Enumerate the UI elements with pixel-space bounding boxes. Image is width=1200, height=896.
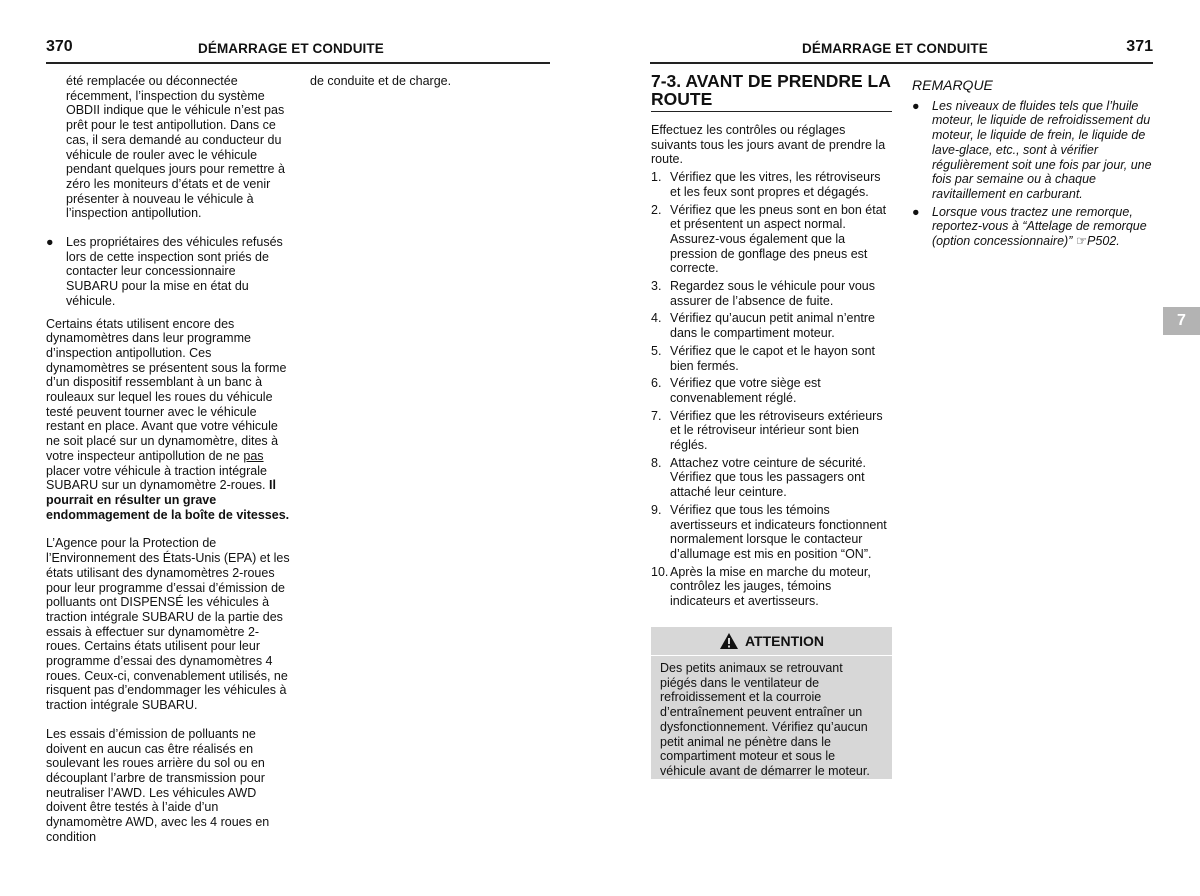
checklist-number: 2. xyxy=(651,202,662,217)
right-column-1 xyxy=(651,72,893,612)
attention-box xyxy=(651,627,892,779)
checklist-item xyxy=(651,311,893,340)
attention-header xyxy=(651,627,892,656)
checklist-item xyxy=(651,565,893,609)
remarque-bullet xyxy=(912,99,1157,202)
warning-triangle-icon xyxy=(719,632,739,650)
checklist-text: Vérifiez que les pneus sont en bon état et présentent un aspect normal. Assurez-vous également que la pression de gonflage des pneus est correcte. xyxy=(670,202,887,276)
remarque-bullet-text: Les niveaux de fluides tels que l’huile moteur, le liquide de refroidissement du moteur, le liquide de frein, le liquide de lave-glace, etc., sont à vérifier régulièrement soit une fois par jour, une fois par semaine ou à chaque ravitaillement en carburant. xyxy=(932,98,1152,201)
checklist-item xyxy=(651,344,893,373)
checklist-number: 7. xyxy=(651,408,662,423)
awd-paragraph: Les essais d’émission de polluants ne doivent en aucun cas être réalisés en soulevant les roues arrière du sol ou en découplant l’arbre de transmission pour neutraliser l’AWD. Les véhicules AWD doivent être testés à l’aide d’un dynamomètre AWD, avec les 4 roues en condition xyxy=(46,726,270,844)
page-number: 371 xyxy=(1126,38,1153,55)
checklist-number: 3. xyxy=(651,279,662,294)
checklist-item xyxy=(651,503,893,562)
checklist-item xyxy=(651,376,893,405)
bullet-text: Les propriétaires des véhicules refusés lors de cette inspection sont priés de contacter leur concessionnaire SUBARU pour la mise en état du véhicule. xyxy=(66,235,283,308)
right-page-header xyxy=(650,38,1153,64)
warning-bold-text: Il pourrait en résulter un grave endommagement de la boîte de vitesses. xyxy=(46,478,290,522)
checklist xyxy=(651,170,893,609)
header-title: DÉMARRAGE ET CONDUITE xyxy=(802,41,988,56)
checklist-text: Attachez votre ceinture de sécurité. Vérifiez que tous les passagers ont attaché leur ceinture. xyxy=(670,455,866,500)
remarque-title: REMARQUE xyxy=(912,77,993,93)
checklist-item xyxy=(651,456,893,500)
checklist-number: 8. xyxy=(651,455,662,470)
left-column-1 xyxy=(46,74,290,858)
bullet-item xyxy=(46,235,290,309)
checklist-text: Vérifiez que tous les témoins avertisseurs et indicateurs fonctionnent normalement lorsque le contacteur d’allumage est mis en position “ON”. xyxy=(670,502,887,561)
left-column-2 xyxy=(310,74,550,103)
section-intro: Effectuez les contrôles ou réglages suivants tous les jours avant de prendre la route. xyxy=(651,123,886,167)
para-text: Certains états utilisent encore des dynamomètres dans leur programme d’inspection antipollution. Ces dynamomètres se présentent sous la forme d’un dispositif ressemblant à un banc à rouleaux sur lequel les roues du véhicule testé peuvent tourner avec le véhicule restant en place. Avant que votre véhicule ne soit placé sur un dynamomètre, dites à votre inspecteur antipollution de ne xyxy=(46,316,287,463)
checklist-text: Vérifiez que les rétroviseurs extérieurs et le rétroviseur intérieur sont bien réglés. xyxy=(670,408,883,453)
remarque-bullet xyxy=(912,205,1157,249)
section-title: 7-3. AVANT DE PRENDRE LA ROUTE xyxy=(651,72,892,112)
checklist-number: 6. xyxy=(651,376,662,391)
attention-body: Des petits animaux se retrouvant piégés dans le ventilateur de refroidissement et la courroie d’entraînement peuvent entraîner un dysfonctionnement. Vérifiez qu’aucun petit animal ne pénètre dans le compartiment moteur et sous le véhicule avant de démarrer le moteur. xyxy=(660,661,870,778)
checklist-text: Regardez sous le véhicule pour vous assurer de l’absence de fuite. xyxy=(670,279,875,308)
intro-paragraph: été remplacée ou déconnectée récemment, l’inspection du système OBDII indique que le véhicule n’est pas prêt pour le test antipollution. Dans ce cas, il sera demandé au conducteur du véhicule de rouler avec le véhicule pendant quelques jours pour remettre à zéro les moniteurs d’états et de venir présenter à nouveau le véhicule à l’inspection antipollution. xyxy=(66,74,285,221)
checklist-item xyxy=(651,279,893,308)
checklist-text: Vérifiez que les vitres, les rétroviseurs et les feux sont propres et dégagés. xyxy=(670,170,881,199)
checklist-number: 9. xyxy=(651,502,662,517)
checklist-item xyxy=(651,203,893,277)
chapter-tab: 7 xyxy=(1163,307,1200,335)
header-title: DÉMARRAGE ET CONDUITE xyxy=(198,41,384,56)
epa-paragraph: L’Agence pour la Protection de l’Environnement des États-Unis (EPA) et les états utilisant des dynamomètres 2-roues pour leur programme d’essai d’émission de polluants ont DISPENSÉ les véhicules à traction intégrale SUBARU de la partie des essais à effectuer sur dynamomètre 2-roues. Certains états utilisent pour leur programme d’essai des dynamomètres 4 roues. Ceux-ci, convenablement utilisés, ne risquent pas d’endommager les véhicules à traction intégrale SUBARU. xyxy=(46,536,290,713)
dynamometer-paragraph xyxy=(46,317,290,523)
checklist-text: Vérifiez que votre siège est convenablement réglé. xyxy=(670,376,821,405)
underlined-word: pas xyxy=(243,448,264,463)
checklist-number: 5. xyxy=(651,343,662,358)
checklist-number: 1. xyxy=(651,170,662,185)
page-number: 370 xyxy=(46,38,73,55)
checklist-item xyxy=(651,409,893,453)
bullet-dot-icon: ● xyxy=(912,98,920,113)
para-text: placer votre véhicule à traction intégrale SUBARU sur un dynamomètre 2-roues. xyxy=(46,463,267,493)
checklist-number: 10. xyxy=(651,564,669,579)
bullet-dot-icon: ● xyxy=(46,235,54,250)
bullet-dot-icon: ● xyxy=(912,204,920,219)
attention-title: ATTENTION xyxy=(744,633,825,649)
checklist-text: Vérifiez qu’aucun petit animal n’entre dans le compartiment moteur. xyxy=(670,311,875,341)
left-page-header xyxy=(46,38,550,64)
right-column-2 xyxy=(912,78,1157,252)
checklist-text: Après la mise en marche du moteur, contrôlez les jauges, témoins indicateurs et avertisseurs. xyxy=(670,564,871,609)
checklist-text: Vérifiez que le capot et le hayon sont bien fermés. xyxy=(670,343,875,373)
remarque-bullet-text: Lorsque vous tractez une remorque, reportez-vous à “Attelage de remorque (option concessionnaire)” ☞P502. xyxy=(932,204,1147,249)
checklist-number: 4. xyxy=(651,311,662,326)
continued-text: de conduite et de charge. xyxy=(310,74,452,88)
checklist-item xyxy=(651,170,893,199)
